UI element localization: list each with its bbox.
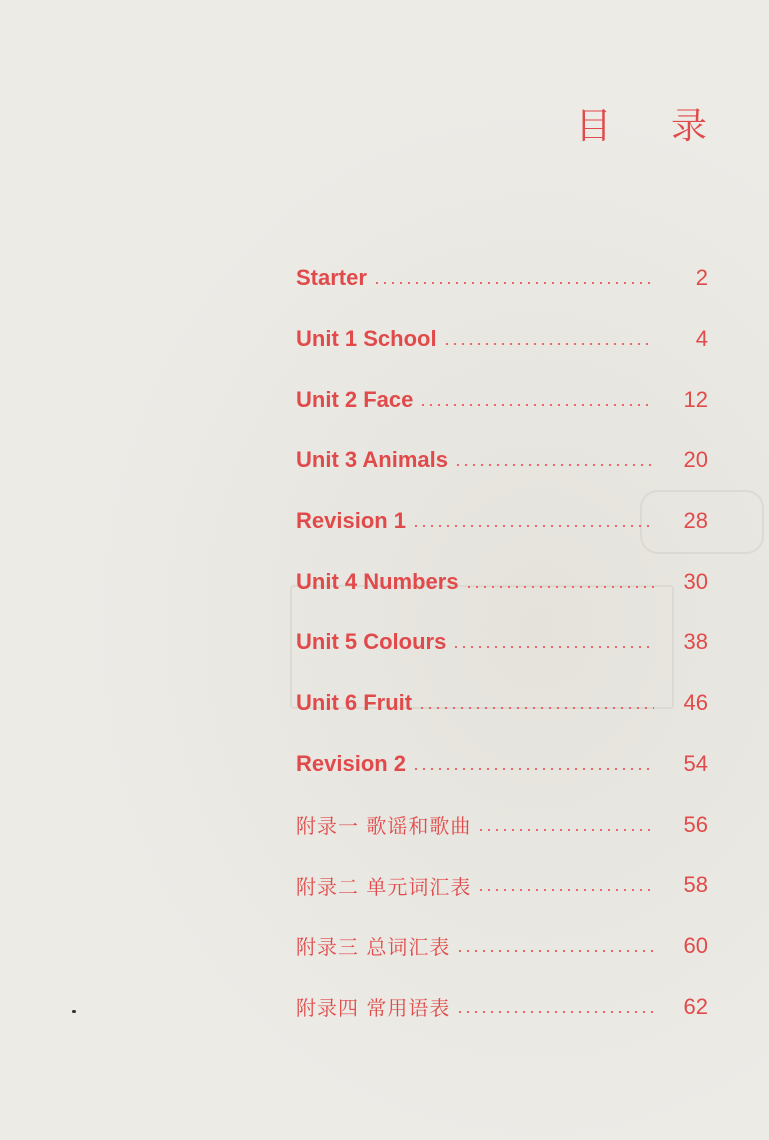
dot-leader (465, 586, 654, 588)
dot-leader (418, 707, 654, 709)
toc-row-revision-1[interactable] (296, 491, 708, 552)
toc-label: Unit 2 Face (296, 386, 414, 412)
toc-page-number: 30 (683, 568, 708, 594)
toc-label: 附录三 总词汇表 (296, 935, 451, 960)
toc-page-number: 28 (683, 508, 708, 534)
toc-page-number: 56 (683, 811, 708, 837)
toc-label: 附录四 常用语表 (296, 996, 451, 1021)
toc-page-number: 62 (683, 993, 708, 1019)
toc-row-appendix-1[interactable] (296, 794, 708, 855)
page-title: 目 录 (575, 106, 731, 147)
toc-page-number: 54 (683, 750, 708, 776)
table-of-contents (296, 248, 708, 1037)
dot-leader (456, 950, 654, 952)
toc-page-number: 58 (683, 872, 708, 898)
toc-row-appendix-4[interactable] (296, 976, 708, 1037)
dot-leader (443, 343, 654, 345)
toc-page-number: 46 (683, 690, 708, 716)
toc-label: Starter (296, 265, 367, 291)
dot-leader (412, 768, 654, 770)
toc-row-unit-5[interactable] (296, 612, 708, 673)
dot-leader (419, 404, 654, 406)
toc-page-number: 2 (695, 265, 708, 291)
toc-label: Revision 2 (296, 750, 407, 776)
toc-row-starter[interactable] (296, 248, 708, 309)
toc-row-unit-4[interactable] (296, 551, 708, 612)
toc-label: Unit 1 School (296, 326, 437, 352)
toc-row-unit-2[interactable] (296, 369, 708, 430)
dot-leader (477, 889, 654, 891)
dot-leader (454, 464, 654, 466)
toc-row-revision-2[interactable] (296, 734, 708, 795)
toc-label: Unit 4 Numbers (296, 568, 459, 594)
toc-page-number: 12 (683, 386, 708, 412)
toc-row-unit-1[interactable] (296, 309, 708, 370)
toc-label: Unit 3 Animals (296, 447, 448, 473)
toc-label: Revision 1 (296, 508, 407, 534)
ink-speck (72, 1010, 76, 1013)
dot-leader (456, 1011, 654, 1013)
dot-leader (412, 525, 654, 527)
dot-leader (452, 646, 654, 648)
toc-page-number: 20 (683, 447, 708, 473)
toc-row-appendix-2[interactable] (296, 855, 708, 916)
toc-label: 附录二 单元词汇表 (296, 874, 472, 899)
toc-page-number: 4 (695, 326, 708, 352)
dot-leader (373, 282, 654, 284)
toc-page-number: 38 (683, 629, 708, 655)
toc-label: Unit 5 Colours (296, 629, 447, 655)
toc-row-appendix-3[interactable] (296, 916, 708, 977)
dot-leader (477, 829, 654, 831)
toc-row-unit-3[interactable] (296, 430, 708, 491)
toc-label: 附录一 歌谣和歌曲 (296, 814, 472, 839)
toc-row-unit-6[interactable] (296, 673, 708, 734)
toc-label: Unit 6 Fruit (296, 690, 413, 716)
toc-page-number: 60 (683, 932, 708, 958)
